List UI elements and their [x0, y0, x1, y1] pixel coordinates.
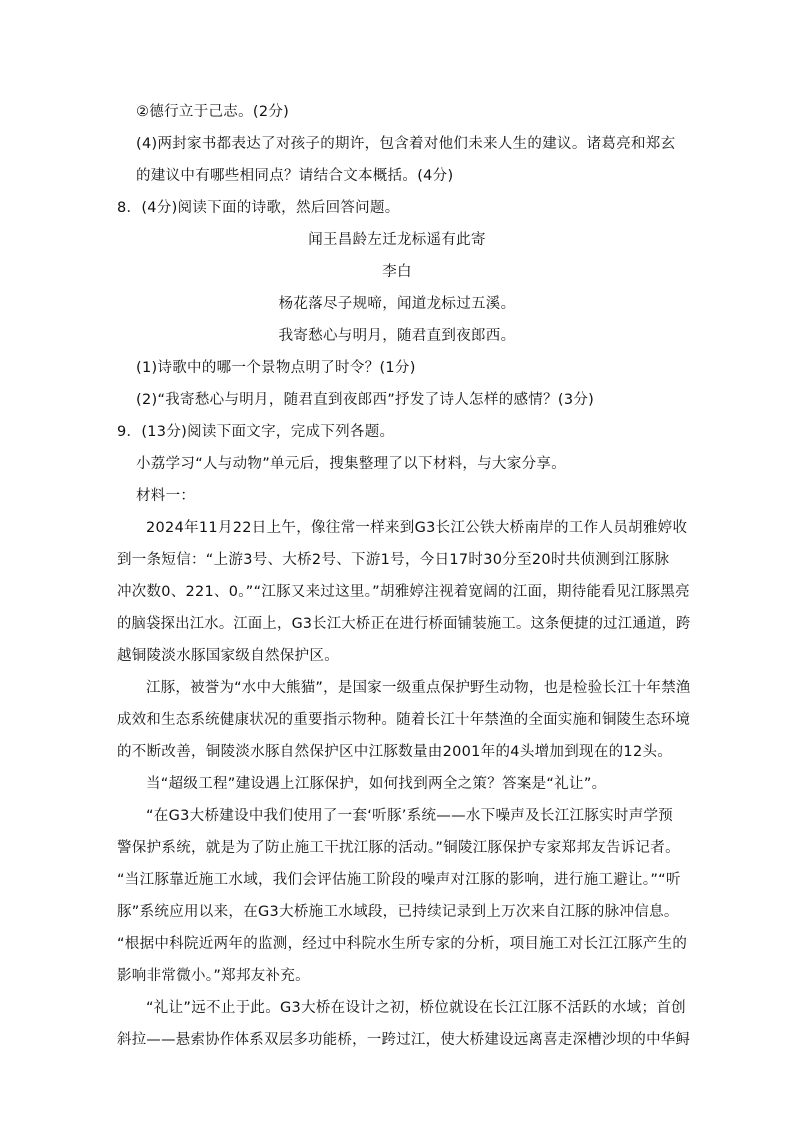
question-8-1: (1)诗歌中的哪一个景物点明了时令？(1分) — [136, 360, 416, 376]
intro-paragraph: 小荔学习“人与动物”单元后，搜集整理了以下材料，与大家分享。 — [136, 456, 567, 472]
question-9-heading: 9．(13分)阅读下面文字，完成下列各题。 — [117, 424, 395, 440]
paragraph-line: “在G3大桥建设中我们使用了一套‘听豚’系统——水下噪声及长江江豚实时声学预 — [146, 808, 674, 824]
question-8-2: (2)“我寄愁心与明月，随君直到夜郎西”抒发了诗人怎样的感情？(3分) — [136, 392, 595, 408]
paragraph-line: 冲次数0、221、0。”“江豚又来过这里。”胡雅婷注视着宽阔的江面，期待能看见江豚黑亮 — [117, 584, 690, 600]
poem-author: 李白 — [382, 264, 412, 280]
paragraph-line: 斜拉——悬索协作体系双层多功能桥，一跨过江，使大桥建设远离喜走深槽沙坝的中华鲟 — [117, 1032, 691, 1048]
paragraph-line: “根据中科院近两年的监测，经过中科院水生所专家的分析，项目施工对长江江豚产生的 — [117, 936, 688, 952]
material-1-label: 材料一： — [136, 488, 196, 504]
question-7-4-line-2: 的建议中有哪些相同点？请结合文本概括。(4分) — [136, 168, 454, 184]
paragraph-line: 越铜陵淡水豚国家级自然保护区。 — [117, 648, 339, 664]
paragraph-line: 江豚，被誉为“水中大熊猫”，是国家一级重点保护野生动物，也是检验长江十年禁渔 — [146, 680, 691, 696]
paragraph-line: “礼让”远不止于此。G3大桥在设计之初，桥位就设在长江江豚不活跃的水域；首创 — [146, 1000, 686, 1016]
question-8-heading: 8．(4分)阅读下面的诗歌，然后回答问题。 — [117, 200, 400, 216]
paragraph-line: 的脑袋探出江水。江面上，G3长江大桥正在进行桥面铺装施工。这条便捷的过江通道，跨 — [117, 616, 691, 632]
poem-line-2: 我寄愁心与明月，随君直到夜郎西。 — [278, 328, 516, 344]
poem-title: 闻王昌龄左迁龙标遥有此寄 — [308, 232, 486, 248]
paragraph-line: 当“超级工程”建设遇上江豚保护，如何找到两全之策？答案是“礼让”。 — [146, 776, 607, 792]
question-7-4-line-1: (4)两封家书都表达了对孩子的期许，包含着对他们未来人生的建议。诸葛亮和郑玄 — [136, 136, 676, 152]
paragraph-line: 到一条短信：“上游3号、大桥2号、下游1号，今日17时30分至20时共侦测到江豚脉 — [117, 552, 670, 568]
paragraph-line: 豚”系统应用以来，在G3大桥施工水域段，已持续记录到上万次来自江豚的脉冲信息。 — [117, 904, 679, 920]
paragraph-line: 成效和生态系统健康状况的重要指示物种。随着长江十年禁渔的全面实施和铜陵生态环境 — [117, 712, 691, 728]
answer-item-2: ②德行立于己志。(2分) — [136, 104, 290, 120]
poem-line-1: 杨花落尽子规啼，闻道龙标过五溪。 — [278, 296, 516, 312]
paragraph-line: 影响非常微小。”郑邦友补充。 — [117, 968, 310, 984]
paragraph-line: 2024年11月22日上午，像往常一样来到G3长江公铁大桥南岸的工作人员胡雅婷收 — [146, 520, 688, 536]
paragraph-line: “当江豚靠近施工水域，我们会评估施工阶段的噪声对江豚的影响，进行施工避让。”“听 — [117, 872, 681, 888]
paragraph-line: 的不断改善，铜陵淡水豚自然保护区中江豚数量由2001年的4头增加到现在的12头。 — [117, 744, 673, 760]
paragraph-line: 警保护系统，就是为了防止施工干扰江豚的活动。”铜陵江豚保护专家郑邦友告诉记者。 — [117, 840, 680, 856]
